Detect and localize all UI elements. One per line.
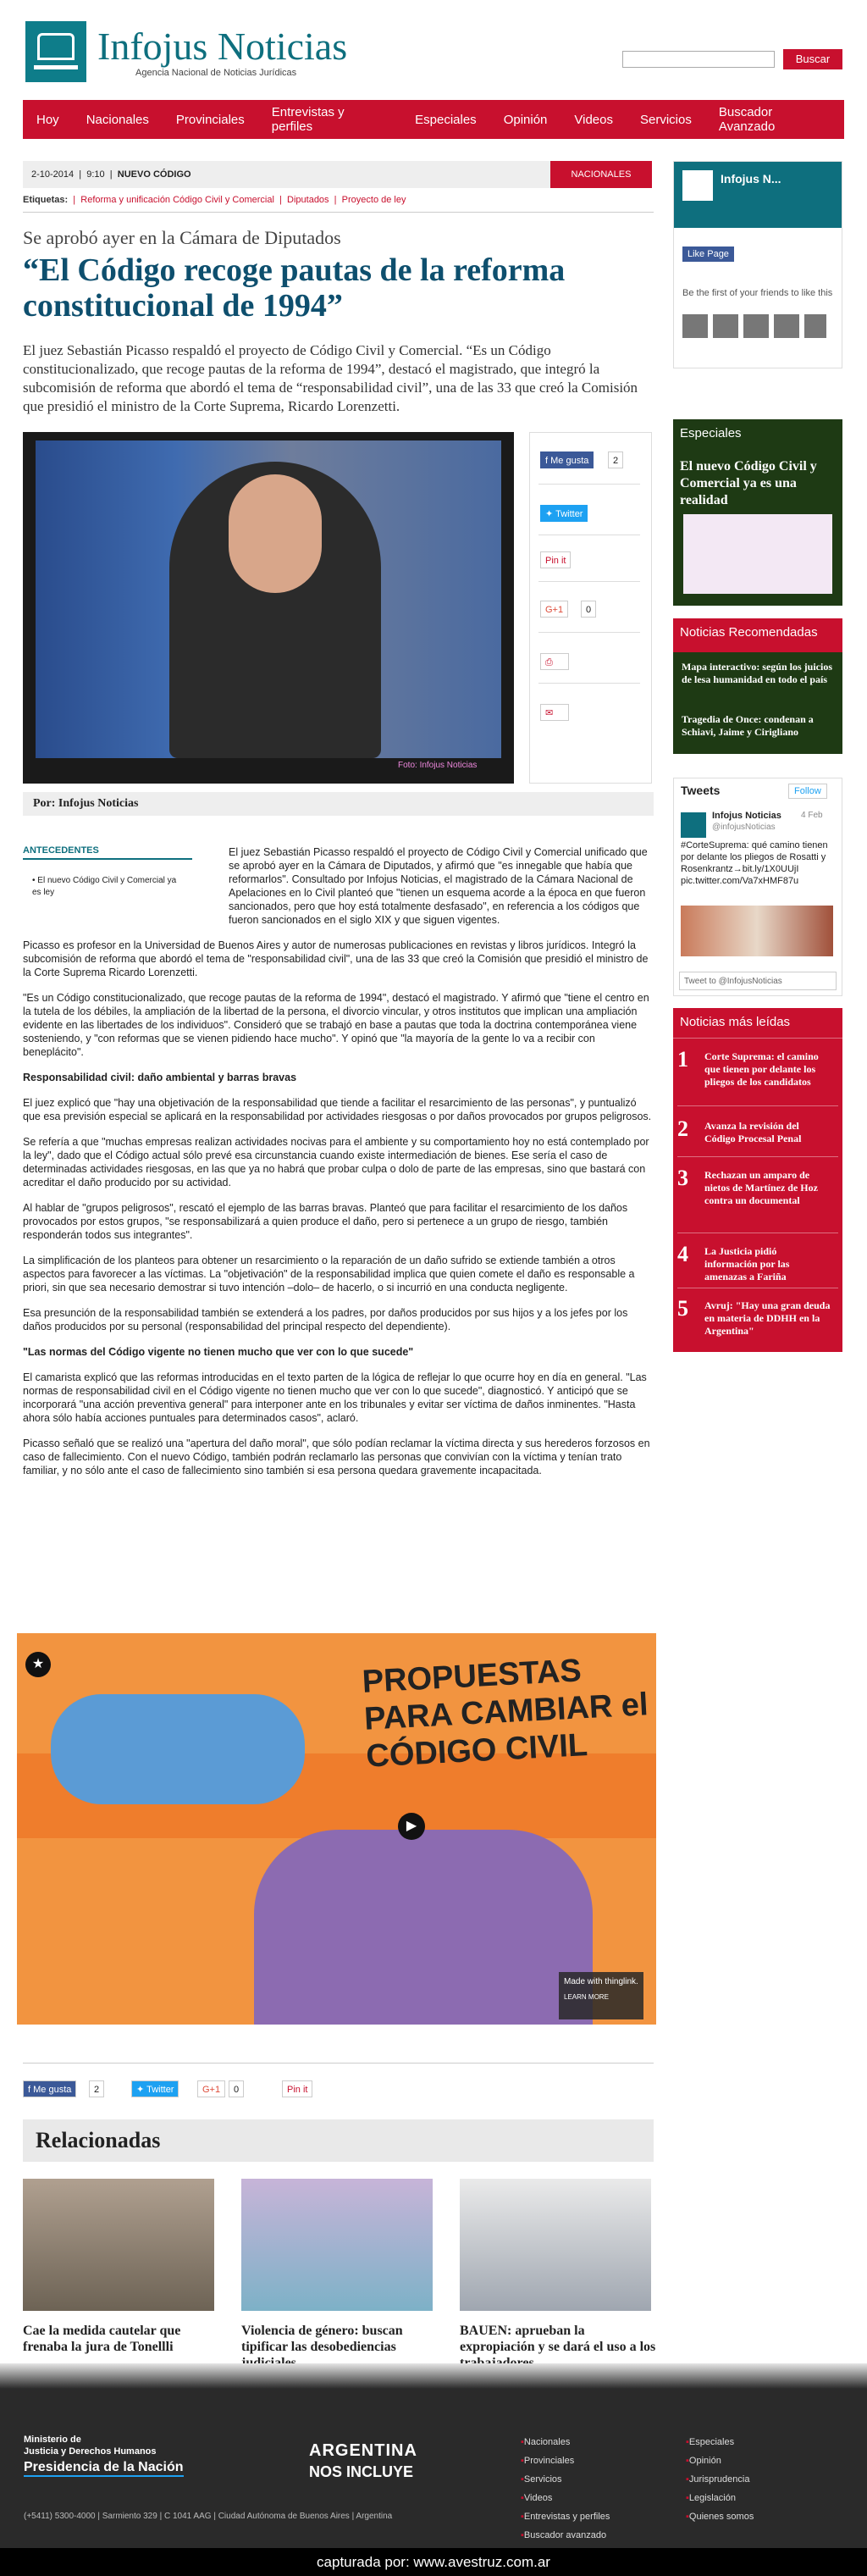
- tweet-user[interactable]: Infojus Noticias: [712, 811, 781, 821]
- illu-line: PROPUESTAS: [361, 1653, 583, 1700]
- facebook-icon: f: [28, 2085, 34, 2095]
- photo-credit: Foto: Infojus Noticias: [398, 761, 478, 770]
- tw-label: Twitter: [555, 509, 583, 519]
- recomendadas-label: Noticias Recomendadas: [673, 618, 842, 652]
- recomendada-link[interactable]: Mapa interactivo: según los juicios de lesa humanidad en todo el país: [682, 661, 832, 685]
- especiales-label: Especiales: [673, 419, 842, 453]
- tweet-to-input[interactable]: Tweet to @InfojusNoticias: [679, 972, 837, 990]
- search-input[interactable]: [622, 51, 775, 68]
- nav-especiales[interactable]: Especiales: [415, 112, 477, 127]
- recomendada-link[interactable]: Tragedia de Once: condenan a Schiavi, Jaime y Cirigliano: [682, 713, 814, 738]
- tweet-date: 4 Feb: [801, 811, 823, 820]
- thinglink-sub: LEARN MORE: [564, 1993, 609, 2001]
- especiales-title[interactable]: El nuevo Código Civil y Comercial ya es una realidad: [680, 459, 817, 507]
- twitter-button[interactable]: [131, 2080, 179, 2097]
- paragraph: Esa presunción de la responsabilidad también se extenderá a los padres, por daños producidos por sus hijos y a los jefes por los daños producidos por su personal (responsabilidad del principal respecto del dependiente).: [23, 1307, 628, 1332]
- share-column: [529, 432, 652, 784]
- tweets-label: Tweets: [681, 784, 721, 797]
- footer-link[interactable]: ▪ Legislación: [686, 2493, 736, 2503]
- ministry-line-1: Ministerio de: [24, 2435, 81, 2445]
- footer-link[interactable]: ▪ Especiales: [686, 2437, 734, 2447]
- article-meta: 2-10-2014 | 9:10 | NUEVO CÓDIGO: [23, 161, 556, 188]
- play-icon[interactable]: ▶: [398, 1813, 425, 1840]
- bird-icon: ✦: [545, 509, 556, 519]
- rank-number: 3: [677, 1166, 688, 1190]
- article-section: NUEVO CÓDIGO: [117, 169, 191, 180]
- nav-buscador[interactable]: Buscador Avanzado: [718, 105, 776, 134]
- site-title[interactable]: Infojus Noticias: [97, 25, 348, 68]
- main-nav: [23, 100, 844, 139]
- article-date: 2-10-2014: [31, 169, 75, 180]
- facebook-like-button[interactable]: [540, 451, 594, 468]
- illustration-figures: [51, 1694, 305, 1804]
- antecedentes-link[interactable]: • El nuevo Código Civil y Comercial ya es ley: [32, 876, 177, 897]
- nav-nacionales[interactable]: Nacionales: [86, 112, 149, 127]
- article-lead: El juez Sebastián Picasso respaldó el proyecto de Código Civil y Comercial. “Es un Código constitucionalizado, que recoge pautas de la reforma de 1994”, destacó el magistrado, que integró la subcomisión de reforma que abordó el tema de “responsabilidad civil”, una de las 33 que creó la Comisión que presidió el ministro de la Corte Suprema, Ricardo Lorenzetti.: [23, 342, 638, 414]
- tweet-image[interactable]: [681, 906, 833, 956]
- footer: [0, 2363, 867, 2576]
- article-time: 9:10: [86, 169, 105, 180]
- footer-link[interactable]: ▪ Nacionales: [521, 2437, 570, 2447]
- pinterest-button[interactable]: Pin it: [282, 2080, 312, 2097]
- illustration-text: [362, 1648, 651, 1775]
- tweet-avatar: [681, 812, 706, 838]
- especiales-image[interactable]: [683, 514, 832, 594]
- gplus-count: 0: [581, 601, 596, 618]
- tweet-handle: @infojusNoticias: [712, 823, 776, 832]
- site-subtitle: Agencia Nacional de Noticias Jurídicas: [135, 68, 297, 78]
- argentina-logo-1: ARGENTINA: [309, 2441, 417, 2460]
- rank-number: 2: [677, 1116, 688, 1141]
- fb-label: Me gusta: [33, 2085, 72, 2095]
- related-title[interactable]: Cae la medida cautelar que frenaba la jura de Tonellli: [23, 2324, 181, 2354]
- section-badge[interactable]: NACIONALES: [550, 161, 652, 188]
- nav-servicios[interactable]: Servicios: [639, 112, 692, 127]
- tw-label: Twitter: [146, 2085, 174, 2095]
- tags: Etiquetas: | Reforma y unificación Código Civil y Comercial | Diputados | Proyecto de ley: [23, 195, 406, 205]
- tag-link[interactable]: Reforma y unificación Código Civil y Comercial: [80, 195, 274, 205]
- nav-hoy[interactable]: Hoy: [36, 112, 59, 127]
- fb-page-name[interactable]: Infojus N...: [721, 172, 781, 186]
- related-image[interactable]: [241, 2179, 433, 2311]
- paragraph: El juez Sebastián Picasso respaldó el proyecto de Código Civil y Comercial unificado que se aprobó ayer en la Cámara de Diputados, y afirmó que "es innegable que había que reformarlos". Consultado por Infojus Noticias, el magistrado de la Cámara Nacional de Apelaciones en lo Civil planteó que "tienen un esquema acorde a la época en que fueron sancionados, pero que hoy está totalmente desfasado", en referencia a los códigos que fueron sancionados en el siglo XIX y que siguen vigentes.: [229, 846, 648, 926]
- footer-link[interactable]: ▪ Buscador avanzado: [521, 2530, 606, 2540]
- tag-link[interactable]: Diputados: [287, 195, 329, 205]
- ministry-line-2: Justicia y Derechos Humanos: [24, 2446, 157, 2457]
- mas-leida-link[interactable]: Rechazan un amparo de nietos de Martínez de Hoz contra un documental: [704, 1169, 818, 1206]
- especiales-box: [673, 453, 842, 606]
- illu-line: CÓDIGO CIVIL: [365, 1727, 589, 1775]
- photo-face: [229, 474, 322, 593]
- fb-count: 2: [89, 2080, 104, 2097]
- argentina-logo-2: NOS INCLUYE: [309, 2463, 414, 2480]
- fb-friend-avatars: [682, 314, 826, 338]
- tweet-text: #CorteSuprema: qué camino tienen por delante los pliegos de Rosatti y Rosenkrantz→bit.ly/1X0UUjI pic.twitter.com/Va7xHMF87u: [681, 840, 828, 886]
- print-icon[interactable]: ⎙: [540, 653, 569, 670]
- rank-number: 5: [677, 1296, 688, 1321]
- antecedentes-label: ANTECEDENTES: [23, 845, 192, 860]
- footer-link[interactable]: ▪ Servicios: [521, 2474, 562, 2485]
- paragraph: Picasso señaló que se realizó una "apertura del daño moral", que sólo podían reclamar la víctima directa y sus herederos forzosos en caso de fallecimiento. Con el nuevo Código, también podrán reclamarlo las personas que convivían con la víctima y tenían trato familiar, y no sólo ante el caso de fallecimiento sino también si esa persona quedara gravemente incapacitada.: [23, 1438, 650, 1476]
- twitter-widget: [673, 778, 842, 996]
- star-icon[interactable]: ★: [25, 1652, 51, 1677]
- footer-link[interactable]: ▪ Videos: [521, 2493, 552, 2503]
- related-title[interactable]: BAUEN: aprueban la expropiación y se dará el uso a los: [460, 2324, 656, 2354]
- recomendadas-box: [673, 652, 842, 754]
- gplus-button[interactable]: G+1: [540, 601, 568, 618]
- facebook-like-button[interactable]: [23, 2080, 76, 2097]
- fb-like-page-button[interactable]: Like Page: [682, 247, 734, 262]
- presidency-logo[interactable]: Presidencia de la Nación: [24, 2460, 184, 2477]
- illu-line: PARA CAMBIAR el: [363, 1687, 649, 1737]
- footer-link[interactable]: ▪ Jurisprudencia: [686, 2474, 749, 2485]
- paragraph: "Es un Código constitucionalizado, que recoge pautas de la reforma de 1994", destacó el magistrado. Y afirmó que "tiene el centro en la tutela de los débiles, la ampliación de la libertad de la persona, el divorcio vincular, y otros institutos que implican una ampliación evidente en las libertades de los individuos". Consideró que se trabajó en base a pautas que toda la doctrina contemporánea viene sosteniendo, y "con reformas que se vienen pidiendo hace mucho". Y opinó que "la mayoría de la gente lo va a recibir con beneplácito".: [23, 992, 649, 1058]
- paragraph: El juez explicó que "hay una objetivación de la responsabilidad que tiende a facilitar el resarcimiento de las personas", y puntualizó que esa previsión especial se aplicará en la responsabilidad por actividades riesgosas o por daños provocados por grupos peligrosos.: [23, 1097, 652, 1122]
- subheading: Responsabilidad civil: daño ambiental y barras bravas: [23, 1072, 297, 1083]
- nav-entrevistas[interactable]: Entrevistas y perfiles: [271, 105, 345, 134]
- book-icon: [37, 33, 75, 60]
- tag-link[interactable]: Proyecto de ley: [341, 195, 406, 205]
- footer-col-2: [686, 2433, 754, 2526]
- mas-leida-link[interactable]: Corte Suprema: el camino que tienen por delante los pliegos de los candidatos: [704, 1050, 819, 1088]
- mas-leidas-label: Noticias más leídas: [673, 1008, 842, 1039]
- mas-leida-link[interactable]: Avanza la revisión del Código Procesal Penal: [704, 1120, 802, 1144]
- infojus-logo[interactable]: [25, 21, 86, 82]
- paragraph: El camarista explicó que las reformas introducidas en el texto parten de la lógica de reflejar lo que ocurre hoy en día en general. "Las normas de responsabilidad civil en el Código vigente no tienen mucho que ver con lo que sucede", diagnosticó. Y anticipó que se incorporará "una acción preventiva general" para interponer ante en los tribunales y evitar ser víctima de daños inminentes. "Hasta ahora sólo había acciones puntuales para determinados casos", aclaró.: [23, 1371, 647, 1424]
- subheading: "Las normas del Código vigente no tienen mucho que ver con lo que sucede": [23, 1346, 414, 1358]
- rank-number: 4: [677, 1242, 688, 1266]
- antecedentes-item: El nuevo Código Civil y Comercial ya es ley: [32, 876, 177, 897]
- article-body: [23, 845, 654, 1489]
- paragraph: Al hablar de "grupos peligrosos", rescató el ejemplo de las barras bravas. Planteó que para facilitar el resarcimiento de los daños provocados por estos grupos, "se responsabilizará a quien produce el daño, pero si pertenece a un grupo de riesgo, también responderán todos sus integrantes".: [23, 1202, 628, 1241]
- bird-icon: ✦: [136, 2085, 147, 2095]
- article-pretitle: Se aprobó ayer en la Cámara de Diputados: [23, 227, 341, 248]
- related-image[interactable]: [23, 2179, 214, 2311]
- article-title: “El Código recoge pautas de la reforma constitucional de 1994”: [23, 252, 566, 324]
- fb-label: Me gusta: [550, 456, 589, 466]
- mas-leida-link[interactable]: La Justicia pidió información por las amenazas a Fariña: [704, 1245, 790, 1282]
- mas-leida-link[interactable]: Avruj: "Hay una gran deuda en materia de DDHH en la Argentina": [704, 1299, 831, 1337]
- footer-link[interactable]: ▪ Entrevistas y perfiles: [521, 2512, 610, 2522]
- related-image[interactable]: [460, 2179, 651, 2311]
- related-title[interactable]: Violencia de género: buscan tipificar las desobediencias: [241, 2324, 403, 2354]
- paragraph: La simplificación de los planteos para obtener un resarcimiento o la reparación de un daño sufrido se extiende también a otros aspectos para favorecer a las víctimas. La "objetivación" de la responsabilidad implica que quien comete el daño es responsable a priori, sin que sea necesario demostrar si tuvo intención –dolo– de hacerlo, o si incurrió en una conducta negligente.: [23, 1255, 635, 1294]
- search-button[interactable]: Buscar: [783, 49, 842, 69]
- paragraph: Se refería a que "muchas empresas realizan actividades nocivas para el ambiente y su comportamiento hoy no está contemplado por la ley", dado que el Código actual sólo prevé esa circunstancia cuando existe intermediación de bienes. Ese sería el caso de determinadas actividades riesgosas, en las que ya no habrá que probar culpa o dolo de parte de las empresas, sino que bastará con acreditar el daño producido por su actividad.: [23, 1136, 649, 1188]
- thinglink-label: Made with thinglink.: [564, 1977, 638, 1986]
- illustration-family: [254, 1830, 593, 2025]
- footer-link[interactable]: ▪ Opinión: [686, 2456, 721, 2466]
- facebook-icon: f: [545, 456, 551, 466]
- gplus-count: 0: [229, 2080, 244, 2097]
- rank-number: 1: [677, 1047, 688, 1072]
- email-icon[interactable]: ✉: [540, 704, 569, 721]
- footer-address: (+5411) 5300-4000 | Sarmiento 329 | C 1041 AAG | Ciudad Autónoma de Buenos Aires | Argentina: [24, 2512, 393, 2521]
- twitter-button[interactable]: [540, 505, 588, 522]
- footer-link[interactable]: ▪ Provinciales: [521, 2456, 574, 2466]
- facebook-widget: [673, 161, 842, 368]
- nav-provinciales[interactable]: Provinciales: [175, 112, 245, 127]
- paragraph: Picasso es profesor en la Universidad de Buenos Aires y autor de numerosas publicaciones en revistas y libros jurídicos. Integró la subcomisión de reforma que abordó el tema de "responsabilidad civil", una de las 33 que creó la Comisión que presidió el ministro de la Corte Suprema Ricardo Lorenzetti.: [23, 939, 649, 978]
- nav-opinion[interactable]: Opinión: [503, 112, 548, 127]
- fb-count: 2: [608, 451, 623, 468]
- related-heading: Relacionadas: [23, 2119, 654, 2162]
- tags-label: Etiquetas:: [23, 195, 69, 205]
- twitter-follow-button[interactable]: Follow: [788, 784, 827, 799]
- byline: Por: Infojus Noticias: [23, 792, 654, 816]
- thinglink-badge[interactable]: [559, 1972, 643, 2019]
- footer-link[interactable]: ▪ Quienes somos: [686, 2512, 754, 2522]
- gplus-button[interactable]: G+1: [197, 2080, 225, 2097]
- pinterest-button[interactable]: Pin it: [540, 551, 571, 568]
- fb-widget-text: Be the first of your friends to like this: [682, 288, 833, 298]
- nav-videos[interactable]: Videos: [574, 112, 613, 127]
- footer-col-1: [521, 2433, 610, 2545]
- capture-credit: capturada por: www.avestruz.com.ar: [0, 2548, 867, 2576]
